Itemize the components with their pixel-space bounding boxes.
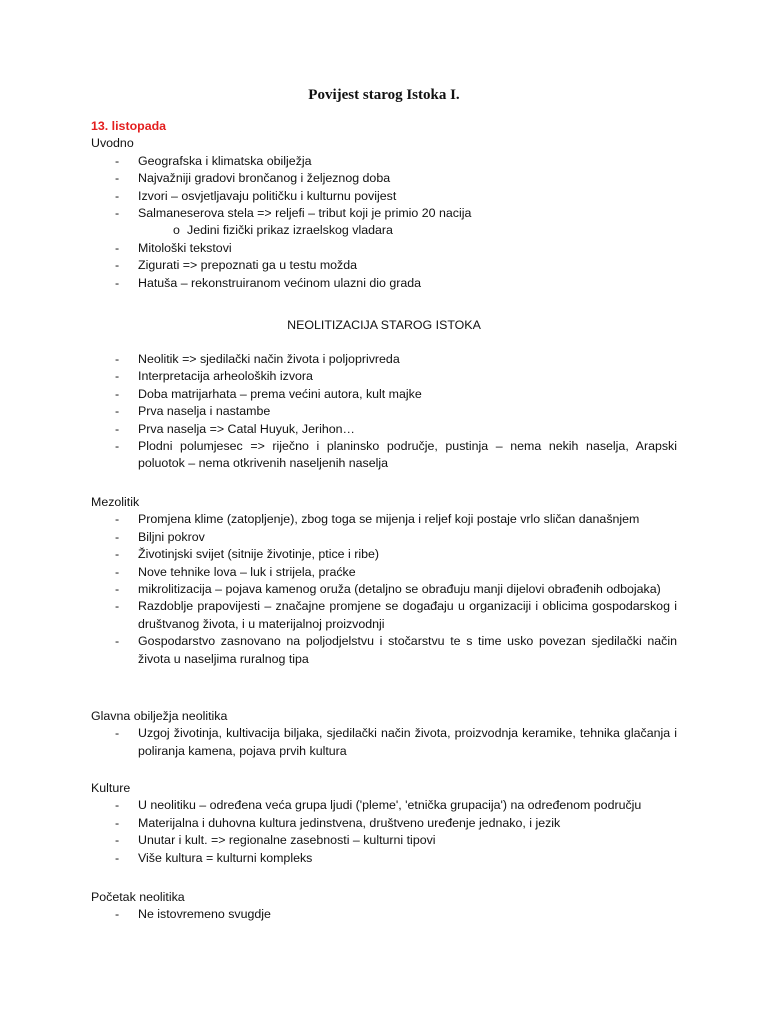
uvodno-list [91, 153, 677, 223]
mezolitik-list [91, 511, 677, 668]
mezolitik-heading: Mezolitik [91, 495, 140, 509]
uvodno-sublist [91, 222, 677, 239]
document-title: Povijest starog Istoka I. [308, 87, 460, 103]
list-item: - Interpretacija arheoloških izvora [91, 368, 677, 385]
list-item: - Ne istovremeno svugdje [91, 906, 677, 923]
section-glavna-obiljezja [91, 708, 677, 760]
pocetak-heading: Početak neolitika [91, 890, 185, 904]
glavna-heading: Glavna obilježja neolitika [91, 709, 228, 723]
pocetak-list [91, 906, 677, 923]
list-item: - Mitološki tekstovi [91, 240, 677, 257]
section-neolitizacija [91, 351, 677, 473]
list-item: - Plodni polumjesec => riječno i planinsko područje, pustinja – nema nekih naselja, Arapski poluotok – nema otkrivenih naseljenih naselja [91, 438, 677, 473]
list-item: - Uzgoj životinja, kultivacija biljaka, sjedilački način života, proizvodnja keramike, tehnika glačanja i poliranja kamena, pojava prvih kultura [91, 725, 677, 760]
list-item: - Materijalna i duhovna kultura jedinstvena, društveno uređenje jednako, i jezik [91, 815, 677, 832]
list-item: - Biljni pokrov [91, 529, 677, 546]
list-item: - Gospodarstvo zasnovano na poljodjelstvu i stočarstvu te s time usko povezan sjedilački način života u naseljima ruralnog tipa [91, 633, 677, 668]
list-item: - Više kultura = kulturni kompleks [91, 850, 677, 867]
sub-list-item: o Jedini fizički prikaz izraelskog vladara [91, 222, 677, 239]
list-item: - mikrolitizacija – pojava kamenog oruža (detaljno se obrađuju manji dijelovi obrađenih odbojaka) [91, 581, 677, 598]
list-item: - Izvori – osvjetljavaju političku i kulturnu povijest [91, 188, 677, 205]
list-item: - Najvažniji gradovi brončanog i željeznog doba [91, 170, 677, 187]
list-item: - Nove tehnike lova – luk i strijela, praćke [91, 564, 677, 581]
list-item: - Promjena klime (zatopljenje), zbog toga se mijenja i reljef koji postaje vrlo sličan današnjem [91, 511, 677, 528]
list-item: - Salmaneserova stela => reljefi – tribut koji je primio 20 nacija [91, 205, 677, 222]
section-uvodno [91, 118, 677, 292]
neolitizacija-heading: NEOLITIZACIJA STAROG ISTOKA [287, 318, 481, 332]
list-item: - Prva naselja => Catal Huyuk, Jerihon… [91, 421, 677, 438]
list-item: - U neolitiku – određena veća grupa ljudi ('pleme', 'etnička grupacija') na određenom području [91, 797, 677, 814]
list-item: - Geografska i klimatska obilježja [91, 153, 677, 170]
list-item: - Neolitik => sjedilački način života i poljoprivreda [91, 351, 677, 368]
section-kulture [91, 780, 677, 867]
list-item: - Hatuša – rekonstruiranom većinom ulazni dio grada [91, 275, 677, 292]
date-heading: 13. listopada [91, 119, 167, 133]
uvodno-heading: Uvodno [91, 136, 134, 151]
list-item: - Razdoblje prapovijesti – značajne promjene se događaju u organizaciji i oblicima gospodarskog i društvanog života, i u materijalnoj proizvodnji [91, 598, 677, 633]
list-item: - Unutar i kult. => regionalne zasebnosti – kulturni tipovi [91, 832, 677, 849]
list-item: - Prva naselja i nastambe [91, 403, 677, 420]
section-mezolitik [91, 494, 677, 668]
list-item: - Životinjski svijet (sitnije životinje, ptice i ribe) [91, 546, 677, 563]
list-item: - Zigurati => prepoznati ga u testu možda [91, 257, 677, 274]
glavna-list [91, 725, 677, 760]
section-pocetak-neolitika [91, 889, 677, 924]
uvodno-list-continued [91, 240, 677, 292]
neolitizacija-list [91, 351, 677, 473]
kulture-heading: Kulture [91, 781, 131, 795]
list-item: - Doba matrijarhata – prema većini autora, kult majke [91, 386, 677, 403]
kulture-list [91, 797, 677, 867]
